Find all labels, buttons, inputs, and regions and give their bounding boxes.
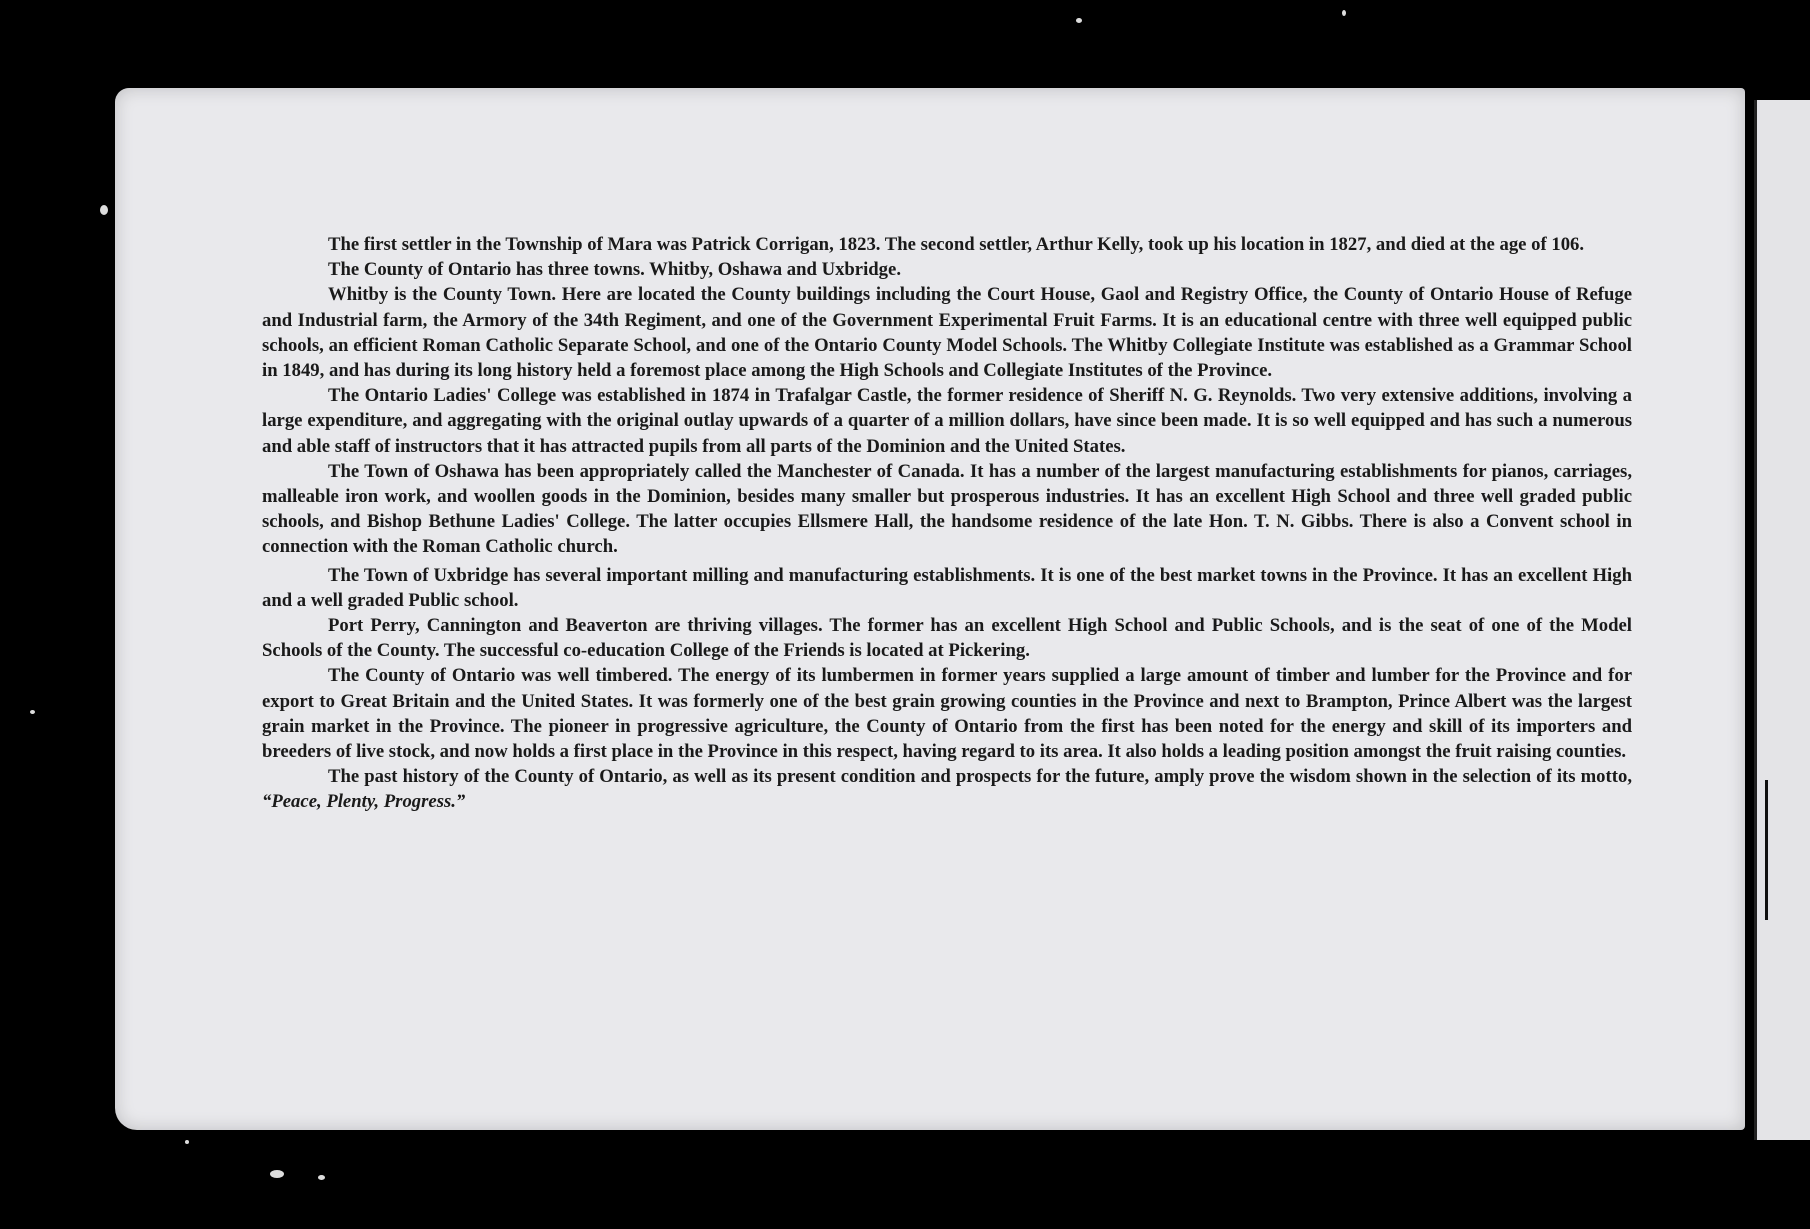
scan-speck — [1076, 18, 1082, 23]
paragraph: The County of Ontario has three towns. Whitby, Oshawa and Uxbridge. — [328, 259, 901, 281]
paragraph: Whitby is the County Town. Here are located the County buildings including the Court House, Gaol and Registry Office, the County of Ontario House of Refuge and Industrial farm, the Armory of the 34th Regiment, and one of the Government Experimental Fruit Farms. It is an educational centre with three well equipped public schools, an efficient Roman Catholic Separate School, and one of the Ontario County Model Schools. The Whitby Collegiate Institute was established as a Grammar School in 1849, and has during its long history held a foremost place among the High Schools and Collegiate Institutes of the Province. — [262, 284, 1632, 382]
closing-paragraph-text: The past history of the County of Ontario, as well as its present condition and prospects for the future, amply prove the wisdom shown in the selection of its motto, — [328, 766, 1632, 788]
paragraph: The first settler in the Township of Mara was Patrick Corrigan, 1823. The second settler, Arthur Kelly, took up his location in 1827, and died at the age of 106. — [328, 234, 1585, 255]
scan-speck — [318, 1175, 325, 1180]
paragraph: The Ontario Ladies' College was established in 1874 in Trafalgar Castle, the former residence of Sheriff N. G. Reynolds. Two very extensive additions, involving a large expenditure, and aggregating with the original outlay upwards of a quarter of a million dollars, have since been made. It is so well equipped and has such a numerous and able staff of instructors that it has attracted pupils from all parts of the Dominion and the United States. — [262, 385, 1632, 457]
paragraph: Port Perry, Cannington and Beaverton are thriving villages. The former has an excellent High School and Public Schools, and is the seat of one of the Model Schools of the County. The successful co-education College of the Friends is located at Pickering. — [262, 615, 1632, 662]
scan-speck — [185, 1140, 189, 1144]
scan-speck — [100, 205, 108, 215]
page-edge-shadow — [1765, 780, 1768, 920]
paragraph: The Town of Oshawa has been appropriately called the Manchester of Canada. It has a number of the largest manufacturing establishments for pianos, carriages, malleable iron work, and woollen goods in the Dominion, besides many smaller but prosperous industries. It has an excellent High School and three well graded public schools, and Bishop Bethune Ladies' College. The latter occupies Ellsmere Hall, the handsome residence of the late Hon. T. N. Gibbs. There is also a Convent school in connection with the Roman Catholic church. — [262, 460, 1632, 558]
paragraph: The Town of Uxbridge has several important milling and manufacturing establishments. It is one of the best market towns in the Province. It has an excellent High and a well graded Public school. — [262, 564, 1632, 611]
adjacent-page-edge — [1754, 100, 1810, 1140]
paragraph: The County of Ontario was well timbered. The energy of its lumbermen in former years supplied a large amount of timber and lumber for the Province and for export to Great Britain and the United States. It was formerly one of the best grain growing counties in the Province and next to Brampton, Prince Albert was the largest grain market in the Province. The pioneer in progressive agriculture, the County of Ontario from the first has been noted for the energy and skill of its importers and breeders of live stock, and now holds a first place in the Province in this respect, having regard to its area. It also holds a leading position amongst the fruit raising counties. — [262, 665, 1632, 763]
scan-speck — [270, 1170, 284, 1178]
scan-speck — [1342, 10, 1346, 16]
document-body — [262, 232, 1632, 815]
closing-paragraph — [262, 764, 1632, 814]
scan-speck — [30, 710, 35, 714]
county-motto: “Peace, Plenty, Progress.” — [262, 791, 466, 813]
